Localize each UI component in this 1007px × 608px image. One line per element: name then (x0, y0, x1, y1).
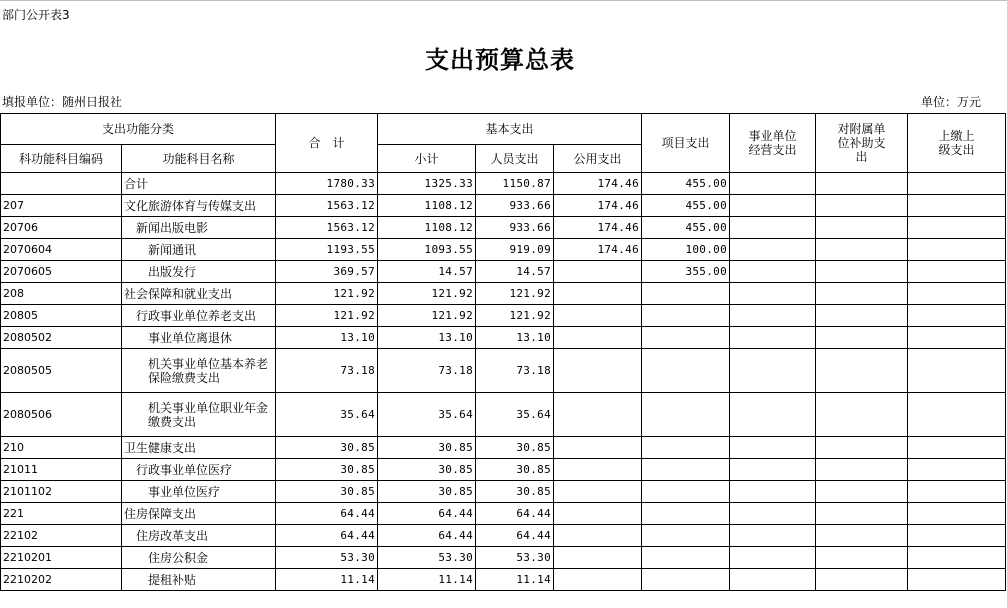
cell-upper (908, 283, 1006, 305)
header-name: 功能科目名称 (122, 145, 276, 173)
cell-total: 1193.55 (276, 239, 378, 261)
table-row (1, 393, 1006, 437)
cell-personnel: 30.85 (476, 481, 554, 503)
cell-public (554, 349, 642, 393)
header-basic: 基本支出 (378, 114, 642, 145)
cell-total: 30.85 (276, 481, 378, 503)
cell-code: 2070604 (1, 239, 122, 261)
table-row (1, 305, 1006, 327)
cell-biz-ops (730, 239, 816, 261)
cell-total: 35.64 (276, 393, 378, 437)
cell-subtotal: 30.85 (378, 459, 476, 481)
cell-biz-ops (730, 503, 816, 525)
cell-subsidy (816, 239, 908, 261)
header-code: 科功能科目编码 (1, 145, 122, 173)
cell-biz-ops (730, 261, 816, 283)
cell-personnel: 64.44 (476, 503, 554, 525)
cell-personnel: 1150.87 (476, 173, 554, 195)
cell-personnel: 30.85 (476, 437, 554, 459)
cell-total: 1780.33 (276, 173, 378, 195)
cell-total: 369.57 (276, 261, 378, 283)
table-row (1, 283, 1006, 305)
table-row (1, 569, 1006, 591)
cell-personnel: 30.85 (476, 459, 554, 481)
cell-public (554, 393, 642, 437)
header-subsidy: 对附属单位补助支出 (816, 114, 908, 173)
table-row (1, 481, 1006, 503)
cell-public (554, 525, 642, 547)
cell-name: 住房改革支出 (122, 525, 276, 547)
page-title: 支出预算总表 (425, 45, 575, 74)
cell-code: 22102 (1, 525, 122, 547)
cell-personnel: 53.30 (476, 547, 554, 569)
cell-name: 机关事业单位职业年金缴费支出 (122, 393, 276, 437)
cell-total: 121.92 (276, 305, 378, 327)
cell-name: 住房公积金 (122, 547, 276, 569)
cell-code: 2070605 (1, 261, 122, 283)
cell-subsidy (816, 261, 908, 283)
cell-code: 208 (1, 283, 122, 305)
cell-upper (908, 547, 1006, 569)
cell-upper (908, 569, 1006, 591)
cell-total: 11.14 (276, 569, 378, 591)
cell-subsidy (816, 173, 908, 195)
header-subtotal: 小计 (378, 145, 476, 173)
cell-public: 174.46 (554, 239, 642, 261)
header-personnel: 人员支出 (476, 145, 554, 173)
cell-project (642, 437, 730, 459)
table-row (1, 173, 1006, 195)
table-row (1, 349, 1006, 393)
cell-subsidy (816, 481, 908, 503)
cell-project (642, 503, 730, 525)
cell-public: 174.46 (554, 195, 642, 217)
cell-subtotal: 35.64 (378, 393, 476, 437)
cell-code (1, 173, 122, 195)
cell-personnel: 11.14 (476, 569, 554, 591)
cell-upper (908, 217, 1006, 239)
table-row (1, 459, 1006, 481)
cell-biz-ops (730, 349, 816, 393)
cell-subtotal: 13.10 (378, 327, 476, 349)
cell-project: 355.00 (642, 261, 730, 283)
cell-public (554, 283, 642, 305)
cell-public (554, 261, 642, 283)
cell-name: 社会保障和就业支出 (122, 283, 276, 305)
cell-code: 20805 (1, 305, 122, 327)
cell-name: 新闻出版电影 (122, 217, 276, 239)
cell-name: 文化旅游体育与传媒支出 (122, 195, 276, 217)
header-upper: 上缴上级支出 (908, 114, 1006, 173)
table-row (1, 437, 1006, 459)
table-row (1, 217, 1006, 239)
cell-code: 2080505 (1, 349, 122, 393)
cell-personnel: 13.10 (476, 327, 554, 349)
header-func-class: 支出功能分类 (1, 114, 276, 145)
cell-biz-ops (730, 305, 816, 327)
cell-subsidy (816, 393, 908, 437)
cell-subsidy (816, 437, 908, 459)
cell-subtotal: 30.85 (378, 437, 476, 459)
cell-public (554, 437, 642, 459)
cell-upper (908, 349, 1006, 393)
cell-code: 221 (1, 503, 122, 525)
amount-unit: 单位：万元 (921, 95, 982, 109)
cell-project (642, 525, 730, 547)
cell-personnel: 919.09 (476, 239, 554, 261)
cell-total: 53.30 (276, 547, 378, 569)
cell-public (554, 459, 642, 481)
cell-total: 121.92 (276, 283, 378, 305)
cell-upper (908, 173, 1006, 195)
table-row (1, 525, 1006, 547)
cell-upper (908, 239, 1006, 261)
cell-biz-ops (730, 481, 816, 503)
cell-code: 20706 (1, 217, 122, 239)
cell-name: 新闻通讯 (122, 239, 276, 261)
cell-name: 住房保障支出 (122, 503, 276, 525)
cell-subtotal: 1108.12 (378, 195, 476, 217)
cell-subsidy (816, 503, 908, 525)
cell-code: 2210201 (1, 547, 122, 569)
cell-subtotal: 1108.12 (378, 217, 476, 239)
cell-public (554, 305, 642, 327)
table-row (1, 239, 1006, 261)
cell-name: 行政事业单位养老支出 (122, 305, 276, 327)
cell-biz-ops (730, 569, 816, 591)
cell-subtotal: 73.18 (378, 349, 476, 393)
cell-subsidy (816, 525, 908, 547)
cell-total: 30.85 (276, 437, 378, 459)
cell-biz-ops (730, 283, 816, 305)
budget-table (0, 113, 1006, 591)
cell-code: 2080506 (1, 393, 122, 437)
cell-subtotal: 30.85 (378, 481, 476, 503)
cell-subtotal: 121.92 (378, 305, 476, 327)
header-project: 项目支出 (642, 114, 730, 173)
cell-total: 30.85 (276, 459, 378, 481)
cell-project (642, 547, 730, 569)
cell-code: 210 (1, 437, 122, 459)
cell-public (554, 569, 642, 591)
header-biz-ops: 事业单位经营支出 (730, 114, 816, 173)
sheet-tag: 部门公开表3 (2, 8, 70, 22)
cell-project (642, 349, 730, 393)
cell-subsidy (816, 305, 908, 327)
cell-biz-ops (730, 195, 816, 217)
cell-name: 合计 (122, 173, 276, 195)
cell-personnel: 64.44 (476, 525, 554, 547)
cell-upper (908, 261, 1006, 283)
cell-subsidy (816, 459, 908, 481)
cell-subsidy (816, 283, 908, 305)
cell-project: 455.00 (642, 195, 730, 217)
cell-name: 提租补贴 (122, 569, 276, 591)
cell-subtotal: 53.30 (378, 547, 476, 569)
cell-personnel: 933.66 (476, 195, 554, 217)
cell-total: 1563.12 (276, 195, 378, 217)
cell-public (554, 481, 642, 503)
top-border (0, 0, 1007, 1)
cell-subtotal: 1093.55 (378, 239, 476, 261)
cell-upper (908, 327, 1006, 349)
cell-total: 73.18 (276, 349, 378, 393)
cell-code: 207 (1, 195, 122, 217)
cell-personnel: 35.64 (476, 393, 554, 437)
cell-project (642, 393, 730, 437)
table-row (1, 195, 1006, 217)
cell-personnel: 121.92 (476, 305, 554, 327)
cell-project (642, 305, 730, 327)
cell-project (642, 327, 730, 349)
cell-project: 100.00 (642, 239, 730, 261)
cell-subtotal: 121.92 (378, 283, 476, 305)
cell-total: 13.10 (276, 327, 378, 349)
cell-public (554, 327, 642, 349)
cell-name: 事业单位离退休 (122, 327, 276, 349)
cell-biz-ops (730, 217, 816, 239)
table-row (1, 547, 1006, 569)
cell-project (642, 569, 730, 591)
cell-subtotal: 1325.33 (378, 173, 476, 195)
cell-biz-ops (730, 459, 816, 481)
header-total: 合 计 (276, 114, 378, 173)
cell-biz-ops (730, 437, 816, 459)
cell-public: 174.46 (554, 217, 642, 239)
cell-upper (908, 195, 1006, 217)
cell-code: 2210202 (1, 569, 122, 591)
cell-project (642, 283, 730, 305)
cell-project: 455.00 (642, 217, 730, 239)
cell-subtotal: 11.14 (378, 569, 476, 591)
cell-upper (908, 437, 1006, 459)
cell-subsidy (816, 547, 908, 569)
cell-subsidy (816, 217, 908, 239)
cell-public (554, 547, 642, 569)
cell-personnel: 121.92 (476, 283, 554, 305)
header-public: 公用支出 (554, 145, 642, 173)
cell-code: 21011 (1, 459, 122, 481)
cell-upper (908, 459, 1006, 481)
cell-personnel: 14.57 (476, 261, 554, 283)
cell-total: 64.44 (276, 503, 378, 525)
cell-personnel: 73.18 (476, 349, 554, 393)
cell-code: 2101102 (1, 481, 122, 503)
cell-biz-ops (730, 173, 816, 195)
table-row (1, 503, 1006, 525)
cell-upper (908, 525, 1006, 547)
cell-name: 卫生健康支出 (122, 437, 276, 459)
cell-subsidy (816, 327, 908, 349)
cell-project (642, 459, 730, 481)
cell-public (554, 503, 642, 525)
cell-project: 455.00 (642, 173, 730, 195)
cell-subsidy (816, 349, 908, 393)
cell-biz-ops (730, 525, 816, 547)
cell-code: 2080502 (1, 327, 122, 349)
reporting-unit: 填报单位：随州日报社 (2, 95, 123, 109)
cell-biz-ops (730, 393, 816, 437)
table-row (1, 327, 1006, 349)
cell-biz-ops (730, 547, 816, 569)
cell-total: 1563.12 (276, 217, 378, 239)
cell-subtotal: 64.44 (378, 525, 476, 547)
cell-personnel: 933.66 (476, 217, 554, 239)
cell-subtotal: 64.44 (378, 503, 476, 525)
cell-name: 行政事业单位医疗 (122, 459, 276, 481)
cell-name: 机关事业单位基本养老保险缴费支出 (122, 349, 276, 393)
cell-name: 出版发行 (122, 261, 276, 283)
cell-biz-ops (730, 327, 816, 349)
cell-upper (908, 503, 1006, 525)
cell-project (642, 481, 730, 503)
cell-public: 174.46 (554, 173, 642, 195)
cell-subsidy (816, 195, 908, 217)
cell-subtotal: 14.57 (378, 261, 476, 283)
cell-total: 64.44 (276, 525, 378, 547)
cell-upper (908, 305, 1006, 327)
table-body (1, 173, 1006, 591)
cell-upper (908, 481, 1006, 503)
cell-upper (908, 393, 1006, 437)
table-row (1, 261, 1006, 283)
cell-subsidy (816, 569, 908, 591)
cell-name: 事业单位医疗 (122, 481, 276, 503)
